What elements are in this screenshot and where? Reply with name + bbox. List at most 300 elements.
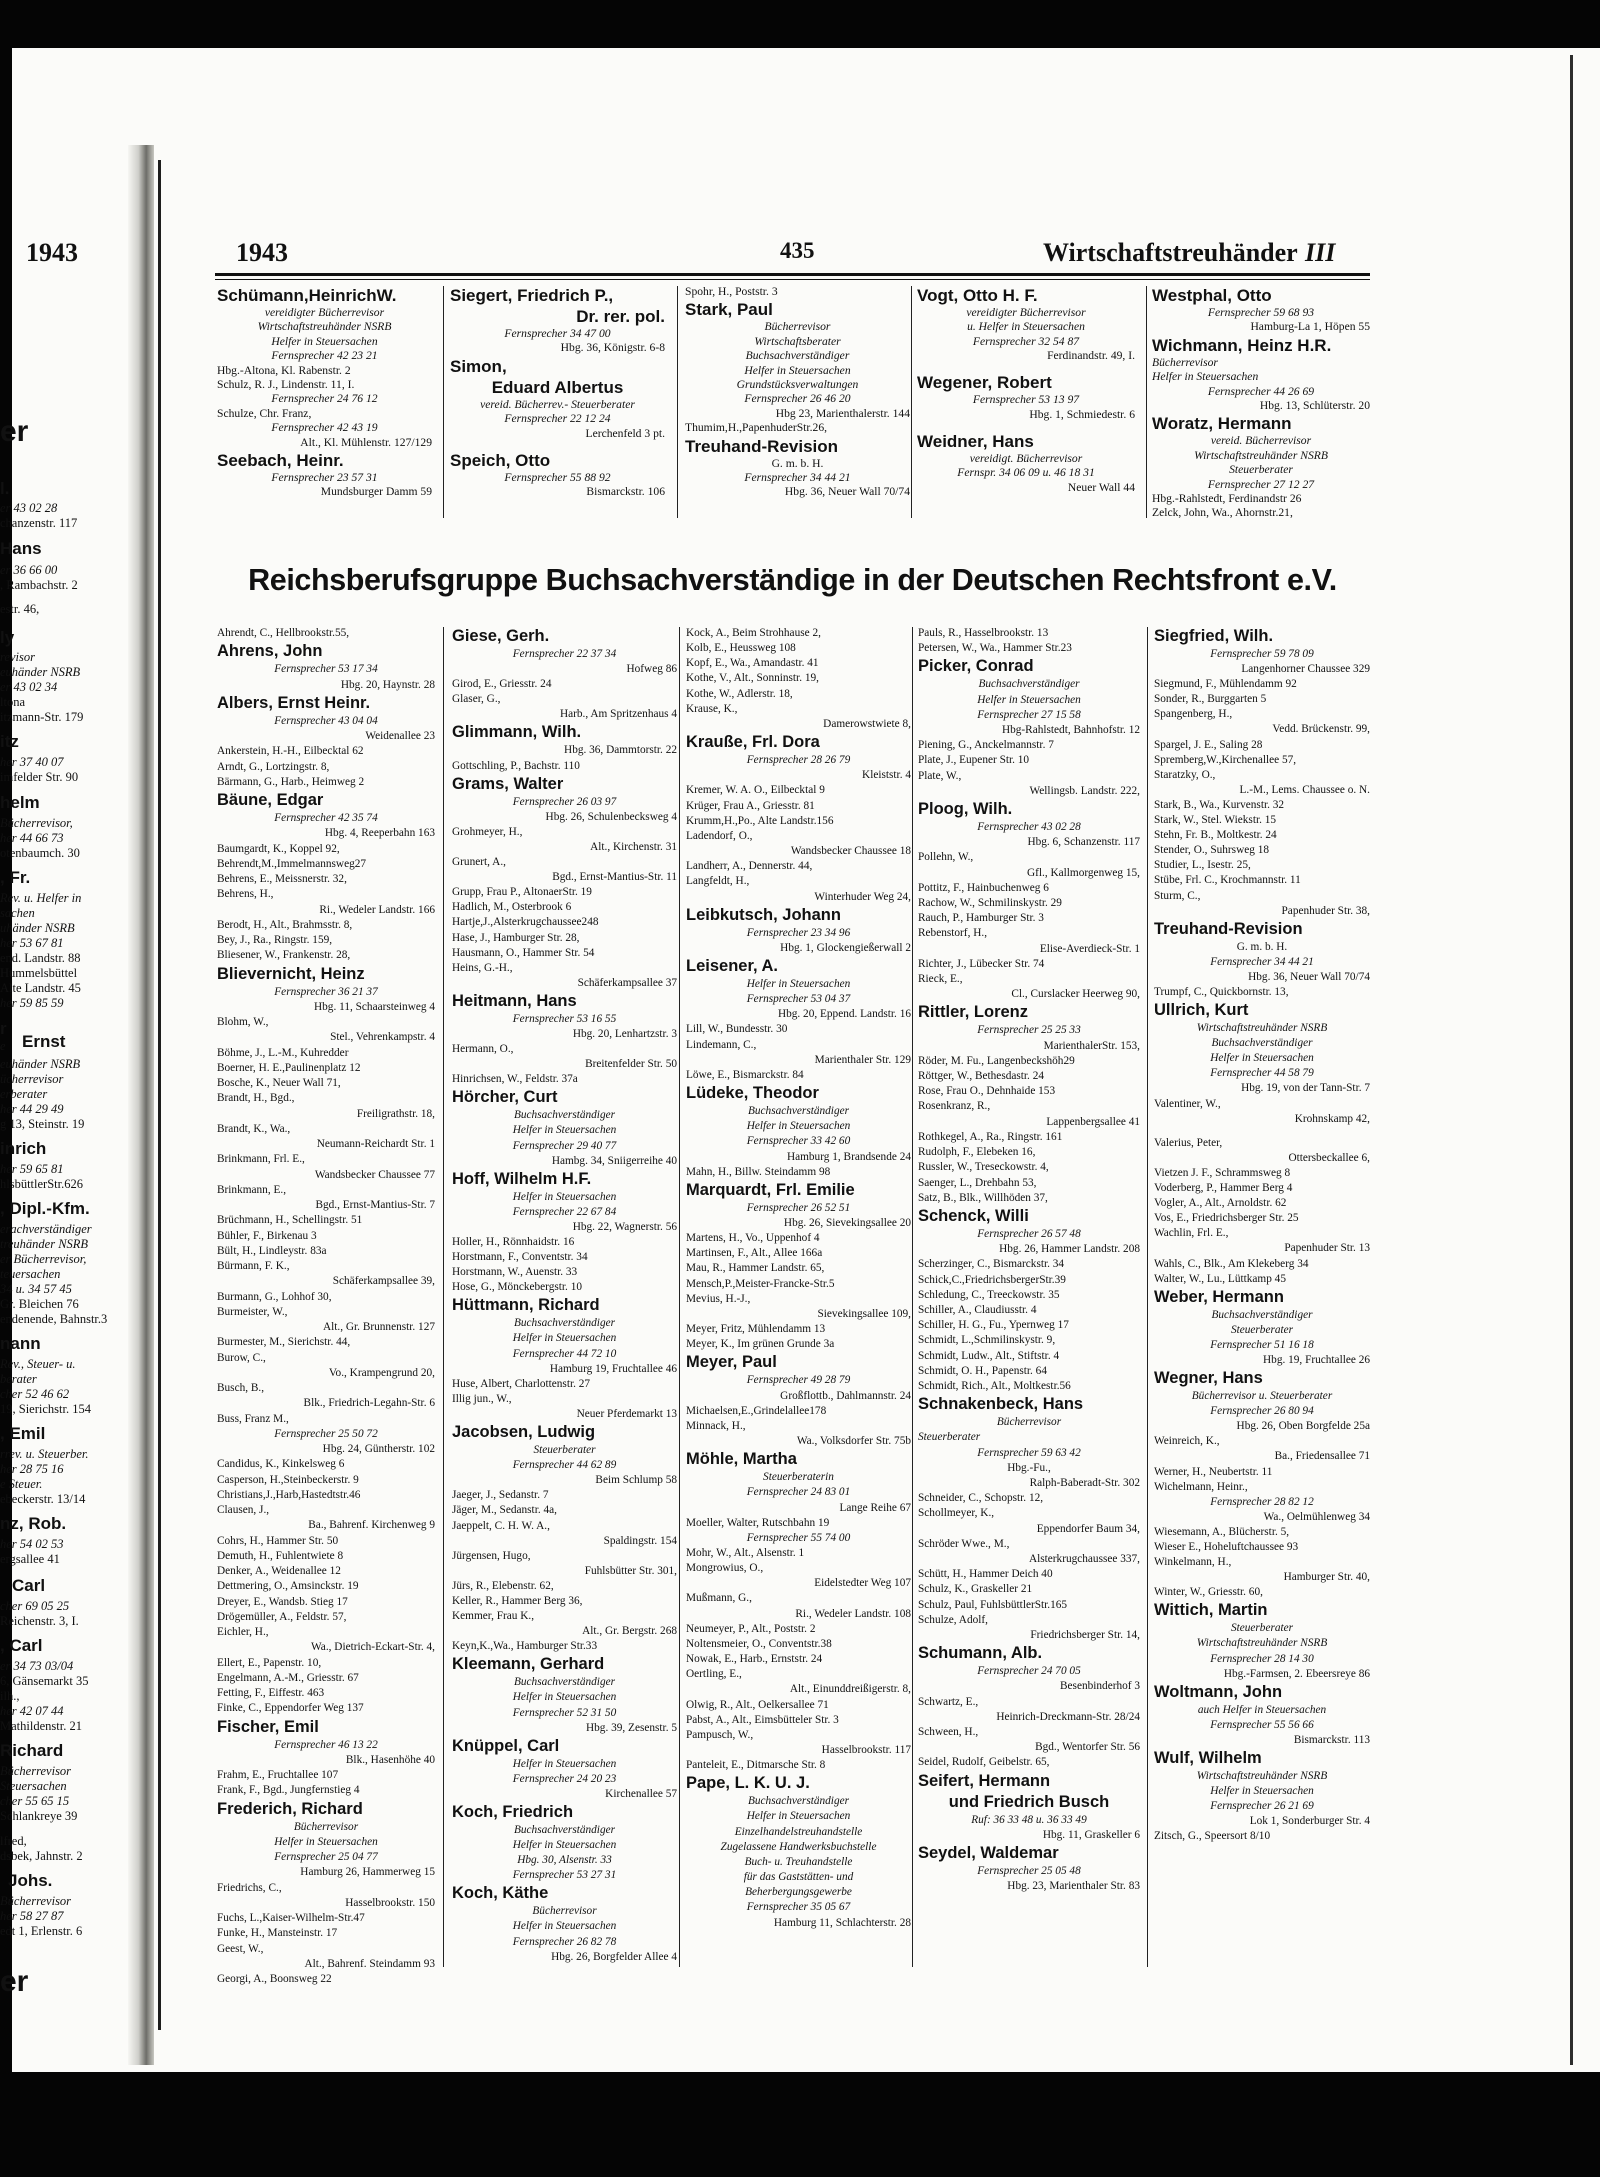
main-entry-line: Schenck, Willi xyxy=(918,1206,1029,1225)
top-entry-line: Ferdinandstr. 49, I. xyxy=(1047,349,1135,363)
main-entry-line: Behrens, E., Meissnerstr. 32, xyxy=(217,873,347,885)
main-entry-line: Trumpf, C., Quickbornstr. 13, xyxy=(1154,985,1289,998)
main-entry-line: Schmidt, Ludw., Alt., Stiftstr. 4 xyxy=(918,1349,1060,1362)
main-entry-line: Frank, F., Bgd., Jungfernstieg 4 xyxy=(217,1784,360,1797)
main-entry-line: Russler, W., Treseckowstr. 4, xyxy=(918,1161,1049,1174)
main-entry-line: Fernsprecher 44 58 79 xyxy=(1210,1067,1314,1080)
column-separator xyxy=(911,286,912,518)
section-title: Wirtschaftstreuhänder xyxy=(1043,238,1298,267)
main-entry-line: Fernsprecher 22 67 84 xyxy=(512,1205,617,1218)
main-entry-line: Hbg. 20, Eppend. Landstr. 16 xyxy=(777,1008,911,1021)
main-entry-line: Winter, W., Griesstr. 60, xyxy=(1154,1586,1263,1599)
main-entry-line: Ankerstein, H.-H., Eilbecktal 62 xyxy=(217,745,364,758)
main-entry-line: Hasselbrookstr. 117 xyxy=(821,1744,911,1756)
left-page-line: , Dipl.-Kfm. xyxy=(0,1199,90,1218)
main-entry-line: Hbg. 39, Zesenstr. 5 xyxy=(586,1721,677,1734)
main-entry-line: Hbg. 11, Schaarsteinweg 4 xyxy=(314,1000,435,1013)
main-entry-line: Alsterkrugchaussee 337, xyxy=(1028,1552,1140,1565)
page-edge xyxy=(158,160,161,2030)
main-entry-line: Hbg. 24, Güntherstr. 102 xyxy=(322,1443,435,1455)
main-entry-line: Eidelstedter Weg 107 xyxy=(814,1577,911,1590)
main-entry-line: Fernsprecher 27 15 58 xyxy=(977,708,1081,721)
main-entry-line: Blohm, W., xyxy=(217,1016,269,1028)
main-entry-line: Krause, K., xyxy=(686,702,738,715)
left-page-line: er 34 73 03/04 xyxy=(0,1659,74,1673)
main-entry-line: Frederich, Richard xyxy=(217,1799,363,1818)
main-entry-line: Steuerberaterin xyxy=(763,1471,834,1484)
left-page-line: 6, Gänsemarkt 35 xyxy=(0,1674,89,1688)
main-entry-line: Steuerberater xyxy=(533,1444,596,1457)
main-entry-line: Fernsprecher 28 14 30 xyxy=(1210,1652,1314,1665)
main-entry-line: Fernsprecher 28 26 79 xyxy=(746,754,851,767)
main-entry-line: Weidenallee 23 xyxy=(365,730,435,742)
main-entry-line: Geest, W., xyxy=(217,1942,264,1955)
main-entry-line: Heinrich-Dreckmann-Str. 28/24 xyxy=(996,1710,1140,1723)
main-entry-line: Hbg. 20, Haynstr. 28 xyxy=(340,678,435,691)
top-entry-line: Zelck, John, Wa., Ahornstr.21, xyxy=(1152,506,1293,520)
top-entry-line: Woratz, Hermann xyxy=(1152,414,1292,434)
top-entry-line: Wirtschaftstreuhänder NSRB xyxy=(257,320,392,334)
main-entry-line: Drögemüller, A., Feldstr. 57, xyxy=(217,1610,347,1623)
main-entry-line: Fernsprecher 36 21 37 xyxy=(274,985,378,998)
main-entry-line: Treuhand-Revision xyxy=(1154,919,1303,938)
main-entry-line: Hausmann, O., Hammer Str. 54 xyxy=(452,946,595,959)
top-entry-line: Fernsprecher 55 88 92 xyxy=(504,470,611,484)
main-entry-line: Schulz, Paul, FuhlsbüttlerStr.165 xyxy=(918,1598,1068,1611)
main-entry-line: Fernsprecher 22 37 34 xyxy=(512,648,617,660)
main-entry-line: Leisener, A. xyxy=(686,956,779,975)
left-page-line: cher 69 05 25 xyxy=(0,1599,70,1613)
header-rule xyxy=(215,273,1370,276)
main-entry-line: Hörcher, Curt xyxy=(452,1088,558,1107)
left-page-line: her 58 27 87 xyxy=(0,1909,64,1923)
main-entry-line: Schick,C.,FriedrichsbergerStr.39 xyxy=(918,1273,1066,1286)
main-entry-line: Fernsprecher 26 03 97 xyxy=(512,795,617,808)
main-entry-line: Plate, J., Eupener Str. 10 xyxy=(918,754,1030,767)
left-page-line: Ernst xyxy=(22,1032,66,1051)
main-entry-line: Schiller, A., Claudiusstr. 4 xyxy=(918,1303,1037,1316)
main-entry-line: Hbg. 23, Marienthaler Str. 83 xyxy=(1007,1880,1140,1893)
main-entry-line: Engelmann, A.-M., Griesstr. 67 xyxy=(217,1671,359,1684)
main-entry-line: Bey, J., Ra., Ringstr. 159, xyxy=(217,934,333,946)
left-page-line: itz xyxy=(0,732,19,751)
top-entry-line: Fernspr. 34 06 09 u. 46 18 31 xyxy=(957,466,1095,480)
main-entry-line: Martens, H., Vo., Uppenhof 4 xyxy=(686,1232,820,1245)
left-page-line: euhänder NSRB xyxy=(0,665,81,679)
main-entry-line: Wirtschaftstreuhänder NSRB xyxy=(1196,1022,1328,1035)
main-entry-line: Dettmering, O., Amsinckstr. 19 xyxy=(217,1580,359,1593)
main-entry-line: Lange Reihe 67 xyxy=(839,1501,911,1514)
main-entry-line: Wandsbecker Chaussee 77 xyxy=(314,1168,435,1181)
main-entry-line: Schröder Wwe., M., xyxy=(918,1537,1010,1550)
left-page-line: helm xyxy=(0,793,40,812)
left-page-line: cher 55 65 15 xyxy=(0,1794,70,1808)
main-entry-line: Wandsbecker Chaussee 18 xyxy=(790,845,911,858)
main-entry-line: Besenbinderhof 3 xyxy=(1060,1680,1140,1693)
main-entry-line: Wirtschaftstreuhänder NSRB xyxy=(1196,1770,1328,1783)
top-entry-line: Wirtschaftstreuhänder NSRB xyxy=(1194,448,1328,462)
main-entry-line: Cohrs, H., Hammer Str. 50 xyxy=(217,1534,339,1547)
top-entry-line: Wegener, Robert xyxy=(917,373,1052,393)
main-entry-line: Voderberg, P., Hammer Berg 4 xyxy=(1154,1182,1293,1195)
main-entry-line: Hambg. 34, Sniigerreihe 40 xyxy=(551,1154,677,1167)
main-entry-line: Großflottb., Dahlmannstr. 24 xyxy=(780,1389,911,1402)
top-entry-line: Hbg. 1, Schmiedestr. 6 xyxy=(1029,407,1135,421)
left-page-line: Bücherrevisor xyxy=(0,1894,72,1908)
main-entry-line: Brandt, H., Bgd., xyxy=(217,1092,295,1105)
main-entry-line: Bücherrevisor xyxy=(996,1416,1062,1429)
main-entry-line: Brüchmann, H., Schellingstr. 51 xyxy=(217,1214,363,1227)
main-entry-line: Bismarckstr. 113 xyxy=(1293,1733,1370,1746)
left-page-line: Alte Landstr. 45 xyxy=(0,981,81,995)
main-entry-line: Rose, Frau O., Dehnhaide 153 xyxy=(918,1085,1056,1098)
main-entry-line: Helfer in Steuersachen xyxy=(512,1757,617,1770)
main-entry-line: Saenger, L., Drehbahn 53, xyxy=(918,1176,1037,1189)
main-entry-line: Fernsprecher 55 74 00 xyxy=(746,1531,851,1544)
left-page-line: 19, Sierichstr. 154 xyxy=(0,1402,91,1416)
main-entry-line: Koch, Käthe xyxy=(452,1884,549,1903)
main-entry-line: Löwe, E., Bismarckstr. 84 xyxy=(686,1068,804,1081)
main-entry-line: Fernsprecher 23 34 96 xyxy=(746,926,851,939)
top-entry-line: Fernsprecher 27 12 27 xyxy=(1207,477,1315,491)
main-entry-line: Hbg. 11, Graskeller 6 xyxy=(1042,1828,1140,1841)
top-entry-line: Schulz, R. J., Lindenstr. 11, I. xyxy=(217,378,355,392)
main-entry-line: Hbg-Rahlstedt, Bahnhofstr. 12 xyxy=(1001,724,1140,737)
left-page-line: chanzenstr. 117 xyxy=(0,516,78,530)
left-page-line: Bücherrevisor, xyxy=(0,816,73,830)
left-page-line: ilh., xyxy=(0,1689,20,1703)
page-right-edge xyxy=(1570,55,1573,2065)
main-entry-line: Schäferkampsallee 37 xyxy=(577,976,677,989)
left-page-line: ergsallee 41 xyxy=(0,1552,60,1566)
main-entry-line xyxy=(1154,1127,1370,1136)
main-entry-line: Siegmund, F., Mühlendamm 92 xyxy=(1154,678,1297,691)
left-page-line: dsbek, Jahnstr. 2 xyxy=(0,1849,83,1863)
main-entry-line: Wahls, C., Blk., Am Klekeberg 34 xyxy=(1154,1257,1309,1270)
main-entry-line: Harb., Am Spritzenhaus 4 xyxy=(559,708,677,721)
main-entry-line: Hüttmann, Richard xyxy=(452,1296,600,1315)
main-entry-line: Stender, O., Suhrsweg 18 xyxy=(1154,844,1270,857)
main-entry-line: Horstmann, F., Conventstr. 34 xyxy=(452,1251,588,1264)
main-entry-line: Wellingsb. Landstr. 222, xyxy=(1029,784,1140,797)
main-entry-line: Pape, L. K. U. J. xyxy=(686,1774,810,1793)
main-entry-line: Picker, Conrad xyxy=(918,657,1034,676)
main-entry-line: Fernsprecher 29 40 77 xyxy=(512,1139,617,1152)
main-entry-line: Studier, L., Isestr. 25, xyxy=(1154,859,1251,872)
main-entry-line: Rauch, P., Hamburger Str. 3 xyxy=(918,912,1044,925)
main-entry-line: Giese, Gerh. xyxy=(452,627,550,645)
main-column-1 xyxy=(217,626,435,1987)
main-entry-line: Huse, Albert, Charlottenstr. 27 xyxy=(452,1377,591,1390)
main-entry-line: Burmeister, W., xyxy=(217,1305,288,1318)
left-page-line: imfelder Str. 90 xyxy=(0,770,79,784)
top-entry-line: Mundsburger Damm 59 xyxy=(320,485,432,499)
top-entry-line: Fernsprecher 59 68 93 xyxy=(1207,306,1315,319)
main-entry-line: Fernsprecher 26 21 69 xyxy=(1210,1800,1314,1813)
main-entry-line: Buchsachverständiger xyxy=(1211,1308,1313,1321)
main-entry-line: Mohr, W., Alt., Alsenstr. 1 xyxy=(686,1546,805,1559)
main-entry-line: Seydel, Waldemar xyxy=(918,1844,1059,1863)
main-entry-line: Fernsprecher 26 82 78 xyxy=(512,1935,617,1948)
main-entry-line: Rachow, W., Schmilinskystr. 29 xyxy=(918,897,1062,910)
left-page-line: , Emil xyxy=(0,1424,46,1443)
main-entry-line: Schollmeyer, K., xyxy=(918,1507,995,1520)
main-entry-line: Pampusch, W., xyxy=(686,1728,754,1741)
main-entry-line: Busch, B., xyxy=(217,1382,265,1394)
top-entry-line: Fernsprecher 42 43 19 xyxy=(271,421,378,435)
main-entry-line: Siegfried, Wilh. xyxy=(1154,627,1274,645)
main-entry-line: Krüger, Frau A., Griesstr. 81 xyxy=(686,799,815,812)
main-entry-line: Buchsachverständiger xyxy=(1211,1037,1313,1050)
left-page-line: erberater xyxy=(0,1087,48,1101)
left-page-line: cher 52 46 62 xyxy=(0,1387,70,1401)
main-entry-line: Fernsprecher 43 02 28 xyxy=(977,821,1081,834)
main-entry-line: Hadlich, M., Osterbrook 6 xyxy=(452,901,572,914)
main-entry-line: Fernsprecher 35 05 67 xyxy=(746,1901,851,1914)
main-entry-line: Hamburg 11, Schlachterstr. 28 xyxy=(773,1916,911,1929)
main-entry-line: Krohnskamp 42, xyxy=(1294,1112,1370,1125)
top-entry-line: Dr. rer. pol. xyxy=(576,307,665,326)
main-entry-line: Einzelhandelstreuhandstelle xyxy=(734,1825,863,1838)
main-entry-line: Vos, E., Friedrichsberger Str. 25 xyxy=(1154,1212,1299,1225)
main-entry-line: Bäune, Edgar xyxy=(217,791,324,809)
main-entry-line: Kleiststr. 4 xyxy=(862,769,911,782)
main-entry-line: Burmester, M., Sierichstr. 44, xyxy=(217,1336,351,1349)
left-page-line: itzmann-Str. 179 xyxy=(0,710,84,724)
main-entry-line: Buchsachverständiger xyxy=(513,1109,616,1122)
main-entry-line: Fischer, Emil xyxy=(217,1717,319,1736)
main-entry-line: Fernsprecher 44 62 89 xyxy=(512,1459,617,1472)
main-entry-line: Pollehn, W., xyxy=(918,851,974,864)
main-entry-line: Buchsachverständiger xyxy=(747,1795,850,1808)
main-entry-line: Elise-Averdieck-Str. 1 xyxy=(1039,942,1140,955)
main-entry-line: Frahm, E., Fruchtallee 107 xyxy=(217,1769,339,1781)
main-entry-line: Hbg. 20, Lenhartzstr. 3 xyxy=(572,1027,677,1040)
left-page-line: nann xyxy=(0,1334,41,1353)
main-entry-line: Langfeldt, H., xyxy=(686,875,750,888)
main-entry-line: Jürs, R., Elebenstr. 62, xyxy=(452,1579,554,1592)
main-entry-line: Hbg. 4, Reeperbahn 163 xyxy=(324,827,435,840)
left-page-line: e Steuer. xyxy=(0,1477,43,1491)
main-entry-line: Bosche, K., Neuer Wall 71, xyxy=(217,1077,341,1089)
main-entry-line: Knüppel, Carl xyxy=(452,1736,560,1755)
main-entry-line: Burmann, G., Lohhof 30, xyxy=(217,1290,332,1303)
top-entry-line: Hbg. 13, Schlüterstr. 20 xyxy=(1259,399,1370,413)
main-entry-line: Michaelsen,E.,Grindelallee178 xyxy=(686,1404,827,1417)
top-entry-line: Alt., Kl. Mühlenstr. 127/129 xyxy=(300,435,432,449)
scan-border-bottom xyxy=(0,2072,1600,2177)
main-entry-line: Glimmann, Wilh. xyxy=(452,723,582,742)
main-entry-line: Hbg. 26, Hammer Landstr. 208 xyxy=(999,1243,1140,1256)
main-entry-line: Rebenstorf, H., xyxy=(918,927,988,940)
main-entry-line: Blk., Friedrich-Legahn-Str. 6 xyxy=(303,1397,435,1410)
main-entry-line: Demuth, H., Fuhlentwiete 8 xyxy=(217,1549,344,1562)
main-entry-line: Kothe, V., Alt., Sonninstr. 19, xyxy=(686,672,819,685)
scan-border-top xyxy=(0,0,1600,48)
main-entry-line: Helfer in Steuersachen xyxy=(977,693,1081,706)
left-page-line: sachen xyxy=(0,906,35,920)
left-page-line: her 59 85 59 xyxy=(0,996,64,1010)
main-entry-line: Neuer Pferdemarkt 13 xyxy=(576,1407,677,1420)
main-entry-line: Buchsachverständiger xyxy=(747,1105,850,1118)
main-entry-line: Gottschling, P., Bachstr. 110 xyxy=(452,759,580,772)
main-entry-line: Alt., Einunddreißigerstr. 8, xyxy=(789,1683,911,1696)
left-page-line: treuhänder NSRB xyxy=(0,1237,89,1251)
main-entry-line: für das Gaststätten- und xyxy=(743,1871,854,1884)
main-entry-line: Fernsprecher 53 27 31 xyxy=(512,1869,617,1882)
main-entry-line: Hbg. 26, Oben Borgfelde 25a xyxy=(1236,1420,1370,1433)
main-entry-line: Vogler, A., Alt., Arnoldstr. 62 xyxy=(1154,1197,1287,1210)
top-entry-line: Hbg.-Rahlstedt, Ferdinandstr 26 xyxy=(1152,492,1302,506)
main-entry-line: Hamburg 26, Hammerweg 15 xyxy=(300,1866,435,1879)
top-entry-line: Weidner, Hans xyxy=(917,431,1034,451)
main-entry-line: Meyer, K., Im grünen Grunde 3a xyxy=(686,1338,835,1351)
main-entry-line: Bliesener, W., Frankenstr. 28, xyxy=(217,949,351,962)
left-page-line: end. Landstr. 88 xyxy=(0,951,81,965)
top-entry-line: vereidigt. Bücherrevisor xyxy=(969,451,1083,465)
left-page-line: ly xyxy=(0,628,15,647)
top-entry-line: Lerchenfeld 3 pt. xyxy=(585,426,665,440)
top-entry-line: Fernsprecher 26 46 20 xyxy=(744,392,851,406)
main-entry-line: und Friedrich Busch xyxy=(948,1792,1110,1811)
top-entry-line: Fernsprecher 22 12 24 xyxy=(504,412,611,426)
main-entry-line: Kopf, E., Wa., Amandastr. 41 xyxy=(686,657,819,670)
main-entry-line: Mahn, H., Billw. Steindamm 98 xyxy=(686,1165,831,1178)
main-entry-line: Kothe, W., Adlerstr. 18, xyxy=(686,687,793,700)
main-entry-line: Helfer in Steuersachen xyxy=(274,1835,378,1848)
main-entry-line: Schwartz, E., xyxy=(918,1695,979,1708)
main-entry-line: Mau, R., Hammer Landstr. 65, xyxy=(686,1262,825,1275)
main-entry-line: Seifert, Hermann xyxy=(918,1771,1051,1790)
main-entry-line: Böhme, J., L.-M., Kuhredder xyxy=(217,1046,349,1059)
main-entry-line: Ullrich, Kurt xyxy=(1154,1001,1249,1020)
top-entry-line: Grundstücksverwaltungen xyxy=(736,378,859,392)
main-entry-line: Minnack, H., xyxy=(686,1419,746,1432)
main-entry-line: Zitsch, G., Speersort 8/10 xyxy=(1154,1830,1271,1843)
left-page-line: her 59 65 81 xyxy=(0,1162,64,1176)
main-entry-line: Fernsprecher 26 57 48 xyxy=(977,1227,1081,1240)
column-separator xyxy=(443,627,444,1967)
page-year: 1943 xyxy=(236,238,288,267)
top-column-5 xyxy=(1152,285,1370,521)
main-entry-line: Ottersbeckallee 6, xyxy=(1288,1151,1370,1164)
header-rule-thin xyxy=(215,279,1370,280)
main-entry-line: Meyer, Fritz, Mühlendamm 13 xyxy=(686,1323,826,1336)
main-entry-line: Rittler, Lorenz xyxy=(918,1003,1029,1022)
main-entry-line: Wirtschaftstreuhänder NSRB xyxy=(1196,1637,1328,1650)
main-entry-line: Blievernicht, Heinz xyxy=(217,964,365,983)
main-entry-line: Scherzinger, C., Bismarckstr. 34 xyxy=(918,1258,1065,1271)
main-entry-line: Wittich, Martin xyxy=(1154,1601,1268,1620)
main-entry-line: Walter, W., Lu., Lüttkamp 45 xyxy=(1154,1272,1286,1285)
main-entry-line: Keyn,K.,Wa., Hamburger Str.33 xyxy=(452,1640,598,1653)
main-entry-line: Buss, Franz M., xyxy=(217,1412,289,1425)
main-entry-line: Mensch,P.,Meister-Francke-Str.5 xyxy=(686,1277,835,1290)
main-entry-line: Holler, H., Rönnhaidstr. 16 xyxy=(452,1236,575,1248)
main-entry-line: Hbg.-Fu., xyxy=(1007,1461,1051,1474)
left-page-line: berater xyxy=(0,1372,37,1386)
main-entry-line: Boerner, H. E.,Paulinenplatz 12 xyxy=(217,1061,361,1074)
main-entry-line: Lappenbergsallee 41 xyxy=(1046,1115,1140,1128)
left-page-line: er xyxy=(0,415,29,448)
main-entry-line: Christians,J.,Harb,Hastedtstr.46 xyxy=(217,1488,361,1501)
main-entry-line: Friedrichsberger Str. 14, xyxy=(1030,1628,1140,1641)
main-entry-line: Candidus, K., Kinkelsweg 6 xyxy=(217,1458,345,1471)
main-entry-line: Stark, B., Wa., Kurvenstr. 32 xyxy=(1154,798,1285,811)
main-entry-line: Fernsprecher 33 42 60 xyxy=(746,1135,851,1148)
main-entry-line: Fetting, F., Eiffestr. 463 xyxy=(217,1687,325,1699)
column-separator xyxy=(1146,286,1147,518)
main-entry-line: Alt., Bahrenf. Steindamm 93 xyxy=(304,1957,435,1970)
left-page-line: , Carl xyxy=(0,1636,43,1655)
main-entry-line: Martinsen, F., Alt., Allee 166a xyxy=(686,1247,823,1260)
top-entry-line xyxy=(917,422,1135,431)
top-entry-line: Neuer Wall 44 xyxy=(1067,480,1135,494)
top-entry-line: Fernsprecher 23 57 31 xyxy=(271,471,378,485)
main-entry-line: Hose, G., Mönckebergstr. 10 xyxy=(452,1281,583,1294)
main-entry-line: Hofweg 86 xyxy=(626,663,677,676)
main-entry-line: Beim Schlump 58 xyxy=(595,1474,677,1487)
top-entry-line: Fernsprecher 32 54 87 xyxy=(972,334,1080,348)
book-gutter xyxy=(128,145,154,2065)
main-entry-line: Helfer in Steuersachen xyxy=(512,1839,617,1852)
main-entry-line: Neumeyer, P., Alt., Poststr. 2 xyxy=(686,1622,816,1635)
main-entry-line: Albers, Ernst Heinr. xyxy=(217,693,371,712)
top-entry-line: Schümann,HeinrichW. xyxy=(217,286,397,305)
main-entry-line: Meyer, Paul xyxy=(686,1353,777,1372)
main-entry-line: Wichelmann, Heinr., xyxy=(1154,1480,1248,1493)
main-entry-line: Kremer, W. A. O., Eilbecktal 9 xyxy=(686,784,825,797)
main-entry-line: Kemmer, Frau K., xyxy=(452,1610,535,1623)
main-entry-line: Ba., Bahrenf. Kirchenweg 9 xyxy=(308,1519,435,1532)
main-entry-line: Werner, H., Neubertstr. 11 xyxy=(1154,1465,1273,1478)
left-page-line: her 44 66 73 xyxy=(0,831,64,845)
main-entry-line: Fernsprecher 28 82 12 xyxy=(1210,1495,1314,1508)
left-page-line: ltona xyxy=(0,695,25,709)
main-entry-line: Fernsprecher 53 17 34 xyxy=(274,663,378,676)
main-entry-line: Richter, J., Lübecker Str. 74 xyxy=(918,957,1045,970)
main-entry-line: Schmidt, O. H., Papenstr. 64 xyxy=(918,1364,1047,1377)
main-entry-line: Bgd., Wentorfer Str. 56 xyxy=(1035,1741,1140,1754)
main-entry-line: Neumann-Reichardt Str. 1 xyxy=(316,1138,435,1150)
main-entry-line: Buchsachverständiger xyxy=(513,1824,616,1836)
main-entry-line: Bgd., Ernst-Mantius-Str. 7 xyxy=(315,1199,435,1211)
main-entry-line: Funke, H., Mansteinstr. 17 xyxy=(217,1927,338,1940)
main-entry-line: Röttger, W., Bethesdastr. 24 xyxy=(918,1070,1045,1083)
left-page-line: Hummelsbüttel xyxy=(0,966,78,980)
main-entry-line: Fernsprecher 25 05 48 xyxy=(977,1865,1081,1878)
main-entry-line: L.-M., Lems. Chaussee o. N. xyxy=(1239,783,1370,796)
top-entry-line: Helfer in Steuersachen xyxy=(271,334,378,348)
main-entry-line: Marquardt, Frl. Emilie xyxy=(686,1180,855,1199)
left-page-line: endenende, Bahnstr.3 xyxy=(0,1312,108,1326)
main-entry-line: Ruf: 36 33 48 u. 36 33 49 xyxy=(971,1813,1087,1826)
main-entry-line: Stark, W., Stel. Wiekstr. 15 xyxy=(1154,814,1277,827)
main-entry-line: Weber, Hermann xyxy=(1154,1287,1284,1306)
main-entry-line: Plate, W., xyxy=(918,769,962,782)
top-entry-line: Bismarckstr. 106 xyxy=(586,485,665,499)
top-entry-line: Fernsprecher 44 26 69 xyxy=(1207,384,1315,398)
main-entry-line: Bücherrevisor xyxy=(532,1905,597,1918)
main-entry-line: Glaser, G., xyxy=(452,693,501,706)
main-entry-line: Fernsprecher 55 56 66 xyxy=(1210,1718,1314,1731)
main-entry-line: Bücherrevisor u. Steuerberater xyxy=(1191,1390,1333,1403)
left-page-line: Mathildenstr. 21 xyxy=(0,1719,82,1733)
top-entry-line xyxy=(917,364,1135,373)
main-entry-line: Schumann, Alb. xyxy=(918,1644,1043,1663)
top-entry-line: Siegert, Friedrich P., xyxy=(450,286,614,305)
main-entry-line: Finke, C., Eppendorfer Weg 137 xyxy=(217,1702,364,1715)
